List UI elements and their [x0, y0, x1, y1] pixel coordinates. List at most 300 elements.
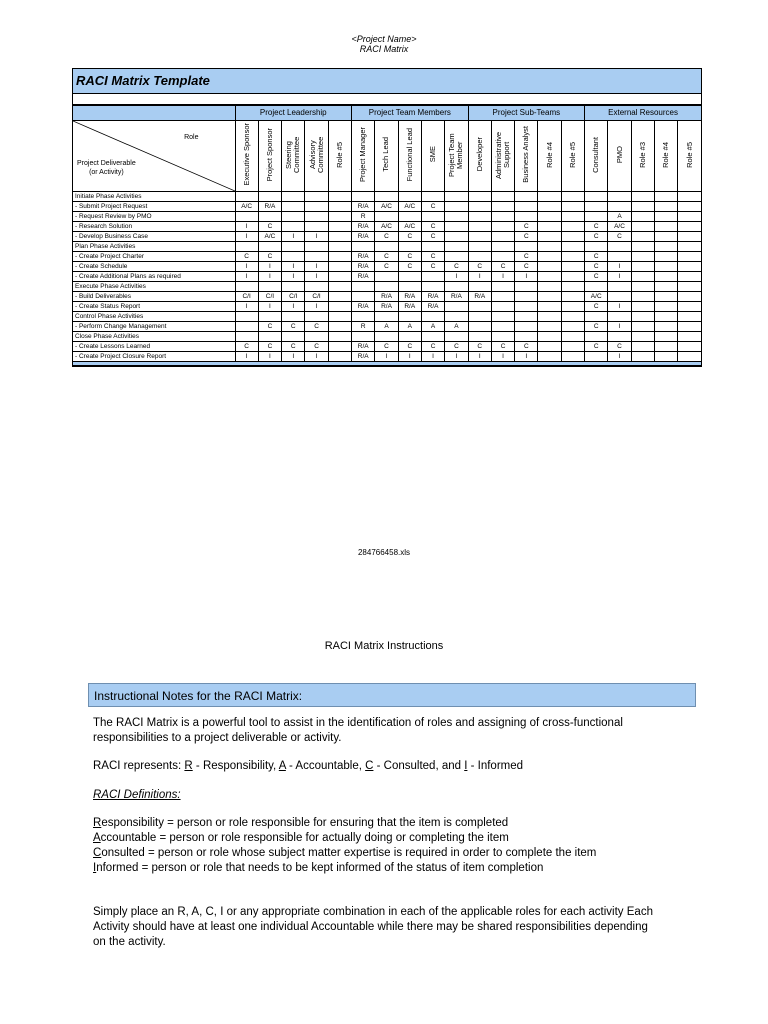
raci-cell: R/A: [421, 292, 444, 302]
table-footer-stripe: [73, 362, 701, 366]
def-i-letter: I: [93, 862, 97, 874]
raci-cell: [421, 332, 444, 342]
raci-cell: C: [515, 252, 538, 262]
activity-row: [73, 302, 701, 312]
raci-cell: [282, 242, 305, 252]
raci-cell: [678, 352, 701, 362]
raci-cell: I: [468, 352, 491, 362]
raci-cell: [538, 242, 561, 252]
matrix-subtitle: RACI Matrix: [359, 44, 409, 54]
def-a-letter: A: [93, 832, 101, 844]
raci-cell: C: [258, 342, 281, 352]
raci-cell: [538, 292, 561, 302]
raci-cell: I: [235, 262, 258, 272]
raci-cell: C: [398, 262, 421, 272]
role-header-cell: [608, 121, 631, 192]
raci-cell: A: [608, 212, 631, 222]
raci-cell: [235, 192, 258, 202]
raci-cell: [585, 282, 608, 292]
raci-cell: C: [421, 232, 444, 242]
raci-cell: I: [608, 302, 631, 312]
sheet-title: RACI Matrix Template: [73, 69, 701, 94]
role-group-header: Project Leadership: [235, 106, 352, 121]
def-c-text: onsulted = person or role whose subject matter expertise is required in order to complete the item: [101, 847, 597, 859]
phase-label: Execute Phase Activities: [73, 282, 235, 292]
letter-a: A: [278, 760, 286, 772]
raci-cell: [398, 272, 421, 282]
raci-cell: [538, 352, 561, 362]
raci-cell: C: [235, 342, 258, 352]
raci-cell: [305, 252, 328, 262]
raci-cell: [282, 222, 305, 232]
def-i-text: nformed = person or role that needs to be kept informed of the status of item completion: [96, 862, 544, 874]
role-name: Project Sponsor: [264, 127, 274, 182]
raci-cell: R: [352, 322, 375, 332]
activity-row: [73, 322, 701, 332]
raci-cell: [445, 302, 468, 312]
raci-cell: [678, 222, 701, 232]
activity-label: - Create Project Charter: [73, 252, 235, 262]
instructions-title: RACI Matrix Instructions: [324, 640, 444, 652]
phase-row: [73, 192, 701, 202]
raci-cell: [561, 262, 584, 272]
raci-cell: [538, 272, 561, 282]
raci-cell: I: [305, 262, 328, 272]
raci-cell: I: [235, 222, 258, 232]
raci-cell: [631, 282, 654, 292]
raci-cell: [305, 312, 328, 322]
raci-cell: [631, 342, 654, 352]
raci-cell: [608, 332, 631, 342]
raci-cell: [631, 242, 654, 252]
activity-row: [73, 342, 701, 352]
role-name: Tech Lead: [381, 137, 391, 172]
activity-label: - Perform Change Management: [73, 322, 235, 332]
raci-cell: [631, 222, 654, 232]
raci-cell: [328, 292, 351, 302]
activity-row: [73, 222, 701, 232]
raci-cell: [654, 262, 677, 272]
raci-cell: [515, 202, 538, 212]
raci-cell: C: [608, 232, 631, 242]
raci-cell: C/I: [235, 292, 258, 302]
role-name: Consultant: [591, 136, 601, 173]
raci-cell: [445, 282, 468, 292]
role-name: Steering Committee: [284, 136, 302, 173]
raci-cell: [305, 192, 328, 202]
raci-cell: [421, 312, 444, 322]
raci-cell: [608, 202, 631, 212]
raci-cell: I: [515, 352, 538, 362]
raci-cell: [538, 312, 561, 322]
raci-cell: [235, 312, 258, 322]
raci-cell: R/A: [375, 302, 398, 312]
role-header-cell: [538, 121, 561, 192]
raci-cell: C: [585, 262, 608, 272]
raci-cell: I: [491, 272, 514, 282]
raci-cell: [328, 322, 351, 332]
raci-cell: C: [375, 342, 398, 352]
raci-cell: I: [305, 302, 328, 312]
raci-cell: [305, 212, 328, 222]
raci-cell: R/A: [375, 292, 398, 302]
raci-cell: C: [398, 252, 421, 262]
raci-cell: [678, 192, 701, 202]
raci-cell: [468, 242, 491, 252]
raci-cell: R/A: [445, 292, 468, 302]
definition-a: [93, 831, 653, 846]
activity-label: - Create Status Report: [73, 302, 235, 312]
raci-cell: C: [515, 342, 538, 352]
raci-cell: [654, 252, 677, 262]
phase-row: [73, 312, 701, 322]
raci-cell: [561, 352, 584, 362]
role-group-header: Project Sub-Teams: [468, 106, 584, 121]
raci-cell: [561, 272, 584, 282]
raci-cell: [468, 222, 491, 232]
raci-cell: [421, 212, 444, 222]
raci-cell: [235, 322, 258, 332]
role-name: Project Manager: [358, 126, 368, 183]
raci-cell: [654, 352, 677, 362]
raci-cell: [561, 322, 584, 332]
raci-cell: [538, 322, 561, 332]
raci-cell: I: [258, 272, 281, 282]
raci-cell: C: [491, 342, 514, 352]
raci-cell: [282, 192, 305, 202]
raci-cell: [538, 232, 561, 242]
raci-cell: I: [608, 352, 631, 362]
raci-cell: I: [421, 352, 444, 362]
def-c-letter: C: [93, 847, 102, 859]
intro-paragraph: The RACI Matrix is a powerful tool to assist in the identification of roles and assigning of cross-functional responsibilities to a project deliverable or activity.: [93, 717, 623, 744]
raci-cell: I: [235, 272, 258, 282]
raci-cell: [235, 212, 258, 222]
raci-cell: [468, 252, 491, 262]
raci-cell: [445, 232, 468, 242]
raci-cell: [258, 282, 281, 292]
raci-cell: [631, 202, 654, 212]
raci-cell: [654, 212, 677, 222]
raci-cell: [328, 232, 351, 242]
raci-cell: [328, 262, 351, 272]
activity-label: - Develop Business Case: [73, 232, 235, 242]
raci-cell: C: [421, 342, 444, 352]
raci-cell: [421, 192, 444, 202]
raci-cell: C: [258, 222, 281, 232]
definition-i: [93, 861, 653, 876]
role-header-cell: [468, 121, 491, 192]
raci-cell: [375, 332, 398, 342]
letter-i: I: [464, 760, 468, 772]
raci-cell: A: [421, 322, 444, 332]
def-r-letter: R: [93, 817, 102, 829]
raci-cell: C: [515, 232, 538, 242]
raci-cell: [585, 202, 608, 212]
raci-cell: [491, 302, 514, 312]
raci-cell: R: [352, 212, 375, 222]
raci-cell: [235, 242, 258, 252]
activity-label: - Create Schedule: [73, 262, 235, 272]
raci-cell: [538, 262, 561, 272]
raci-cell: [235, 332, 258, 342]
project-name: <Project Name>: [351, 34, 417, 44]
raci-cell: [538, 192, 561, 202]
role-name: Functional Lead: [404, 127, 414, 182]
role-group-header: External Resources: [585, 106, 701, 121]
role-name: Role #4: [544, 141, 554, 168]
raci-cell: C: [445, 262, 468, 272]
raci-cell: [375, 282, 398, 292]
raci-cell: [631, 212, 654, 222]
raci-cell: R/A: [352, 302, 375, 312]
role-name: Business Analyst: [521, 126, 531, 183]
raci-cell: [491, 202, 514, 212]
raci-cell: C/I: [305, 292, 328, 302]
raci-cell: [515, 312, 538, 322]
raci-cell: [515, 292, 538, 302]
role-header-cell: [491, 121, 514, 192]
raci-cell: I: [282, 272, 305, 282]
raci-cell: [678, 202, 701, 212]
raci-cell: [561, 312, 584, 322]
raci-cell: [352, 332, 375, 342]
raci-cell: C: [305, 322, 328, 332]
activity-row: [73, 352, 701, 362]
raci-cell: [561, 202, 584, 212]
raci-cell: C: [375, 232, 398, 242]
raci-cell: [421, 242, 444, 252]
raci-cell: I: [445, 352, 468, 362]
activity-label: - Create Project Closure Report: [73, 352, 235, 362]
activity-label: - Request Review by PMO: [73, 212, 235, 222]
raci-cell: [654, 302, 677, 312]
activity-row: [73, 212, 701, 222]
raci-cell: [491, 212, 514, 222]
raci-cell: [258, 312, 281, 322]
role-header-cell: [678, 121, 701, 192]
raci-cell: A/C: [608, 222, 631, 232]
raci-cell: C: [398, 342, 421, 352]
raci-cell: [282, 282, 305, 292]
raci-cell: C: [585, 232, 608, 242]
raci-cell: [678, 332, 701, 342]
raci-cell: [538, 302, 561, 312]
raci-cell: C: [585, 322, 608, 332]
raci-cell: A: [445, 322, 468, 332]
raci-cell: [515, 282, 538, 292]
raci-cell: [654, 232, 677, 242]
activity-label: - Build Deliverables: [73, 292, 235, 302]
activity-label: - Create Additional Plans as required: [73, 272, 235, 282]
raci-cell: [631, 252, 654, 262]
footer-stripe-cell: [73, 362, 701, 366]
role-header-cell: [421, 121, 444, 192]
raci-cell: R/A: [398, 302, 421, 312]
project-name-header: [0, 34, 768, 54]
raci-cell: [561, 242, 584, 252]
raci-cell: [328, 212, 351, 222]
raci-cell: [491, 292, 514, 302]
raci-cell: [375, 212, 398, 222]
raci-cell: [445, 332, 468, 342]
raci-cell: [468, 282, 491, 292]
raci-cell: C: [585, 302, 608, 312]
raci-cell: [678, 252, 701, 262]
raci-cell: [491, 222, 514, 232]
role-header-cell: [515, 121, 538, 192]
raci-cell: I: [445, 272, 468, 282]
raci-cell: R/A: [352, 352, 375, 362]
raci-cell: C: [468, 262, 491, 272]
corner-header-cell: [73, 121, 235, 192]
raci-sheet: [72, 68, 702, 367]
raci-cell: [538, 342, 561, 352]
raci-table: [73, 105, 701, 366]
role-header-cell: [352, 121, 375, 192]
raci-cell: C: [585, 252, 608, 262]
corner-role-label: Role: [184, 134, 199, 141]
raci-cell: [282, 312, 305, 322]
group-row-blank: [73, 106, 235, 121]
raci-cell: [468, 212, 491, 222]
raci-cell: [631, 302, 654, 312]
raci-cell: C: [585, 272, 608, 282]
role-header-cell: [235, 121, 258, 192]
activity-label: - Create Lessons Learned: [73, 342, 235, 352]
raci-cell: [352, 282, 375, 292]
raci-cell: [654, 242, 677, 252]
raci-cell: I: [235, 302, 258, 312]
raci-cell: [468, 192, 491, 202]
raci-cell: [491, 192, 514, 202]
raci-cell: A/C: [375, 202, 398, 212]
raci-cell: [678, 262, 701, 272]
raci-cell: C: [585, 342, 608, 352]
raci-cell: [468, 202, 491, 212]
activity-label: - Research Solution: [73, 222, 235, 232]
activity-row: [73, 202, 701, 212]
raci-cell: [282, 202, 305, 212]
raci-cell: [608, 242, 631, 252]
raci-cell: [515, 192, 538, 202]
raci-cell: [678, 232, 701, 242]
raci-cell: [515, 322, 538, 332]
raci-cell: [561, 302, 584, 312]
raci-cell: [328, 252, 351, 262]
raci-cell: I: [491, 352, 514, 362]
def-r-text: esponsibility = person or role responsible for ensuring that the item is completed: [101, 817, 509, 829]
raci-cell: I: [375, 352, 398, 362]
activity-row: [73, 252, 701, 262]
raci-cell: [608, 282, 631, 292]
raci-cell: [654, 192, 677, 202]
raci-cell: [398, 212, 421, 222]
raci-cell: [654, 282, 677, 292]
phase-label: Plan Phase Activities: [73, 242, 235, 252]
raci-cell: C: [398, 232, 421, 242]
raci-cell: [585, 352, 608, 362]
raci-cell: [585, 192, 608, 202]
role-header-row: [73, 121, 701, 192]
raci-cell: [282, 212, 305, 222]
raci-cell: [445, 202, 468, 212]
phase-label: Initiate Phase Activities: [73, 192, 235, 202]
raci-cell: C: [445, 342, 468, 352]
raci-cell: [561, 212, 584, 222]
role-group-header: Project Team Members: [352, 106, 469, 121]
raci-cell: [515, 332, 538, 342]
role-name: Project Team Member: [447, 132, 465, 177]
raci-cell: C: [515, 262, 538, 272]
raci-cell: [631, 262, 654, 272]
raci-cell: I: [235, 232, 258, 242]
represents-prefix: RACI represents:: [93, 760, 185, 772]
raci-cell: [654, 322, 677, 332]
raci-cell: I: [235, 352, 258, 362]
role-name: Role #5: [684, 141, 694, 168]
raci-cell: [585, 242, 608, 252]
raci-cell: I: [282, 352, 305, 362]
raci-cell: [608, 252, 631, 262]
raci-cell: [561, 232, 584, 242]
raci-cell: [491, 332, 514, 342]
raci-cell: A/C: [235, 202, 258, 212]
role-name: Role #5: [334, 141, 344, 168]
raci-cell: A/C: [585, 292, 608, 302]
raci-cell: [678, 242, 701, 252]
raci-cell: [258, 332, 281, 342]
r-text: - Responsibility,: [192, 760, 279, 772]
raci-cell: [445, 312, 468, 322]
raci-cell: [561, 222, 584, 232]
role-name: Role #5: [567, 141, 577, 168]
raci-cell: [678, 282, 701, 292]
raci-cell: [282, 252, 305, 262]
role-name: Role #4: [661, 141, 671, 168]
raci-cell: [352, 292, 375, 302]
raci-cell: [631, 322, 654, 332]
role-group-row: [73, 106, 701, 121]
role-name: SME: [428, 146, 438, 163]
raci-cell: [678, 302, 701, 312]
raci-cell: [654, 342, 677, 352]
definitions-heading: RACI Definitions:: [93, 789, 181, 801]
raci-cell: [538, 212, 561, 222]
closing-paragraph: Simply place an R, A, C, I or any appropriate combination in each of the applicable roles for each activity Each Activity should have at least one individual Accountable while there may be shared responsibilities depending on the activity.: [93, 906, 653, 948]
raci-cell: C: [421, 252, 444, 262]
raci-cell: R/A: [352, 262, 375, 272]
raci-cell: [421, 282, 444, 292]
raci-cell: [352, 242, 375, 252]
activity-label: - Submit Project Request: [73, 202, 235, 212]
raci-cell: [654, 292, 677, 302]
raci-cell: C: [282, 322, 305, 332]
raci-cell: I: [608, 262, 631, 272]
raci-cell: [608, 312, 631, 322]
raci-cell: C: [375, 262, 398, 272]
raci-cell: I: [515, 272, 538, 282]
definition-r: [93, 816, 653, 831]
raci-cell: C: [421, 262, 444, 272]
raci-cell: C: [585, 222, 608, 232]
raci-cell: [561, 252, 584, 262]
raci-cell: [398, 282, 421, 292]
raci-cell: [258, 192, 281, 202]
phase-row: [73, 332, 701, 342]
role-header-cell: [282, 121, 305, 192]
raci-cell: R/A: [468, 292, 491, 302]
